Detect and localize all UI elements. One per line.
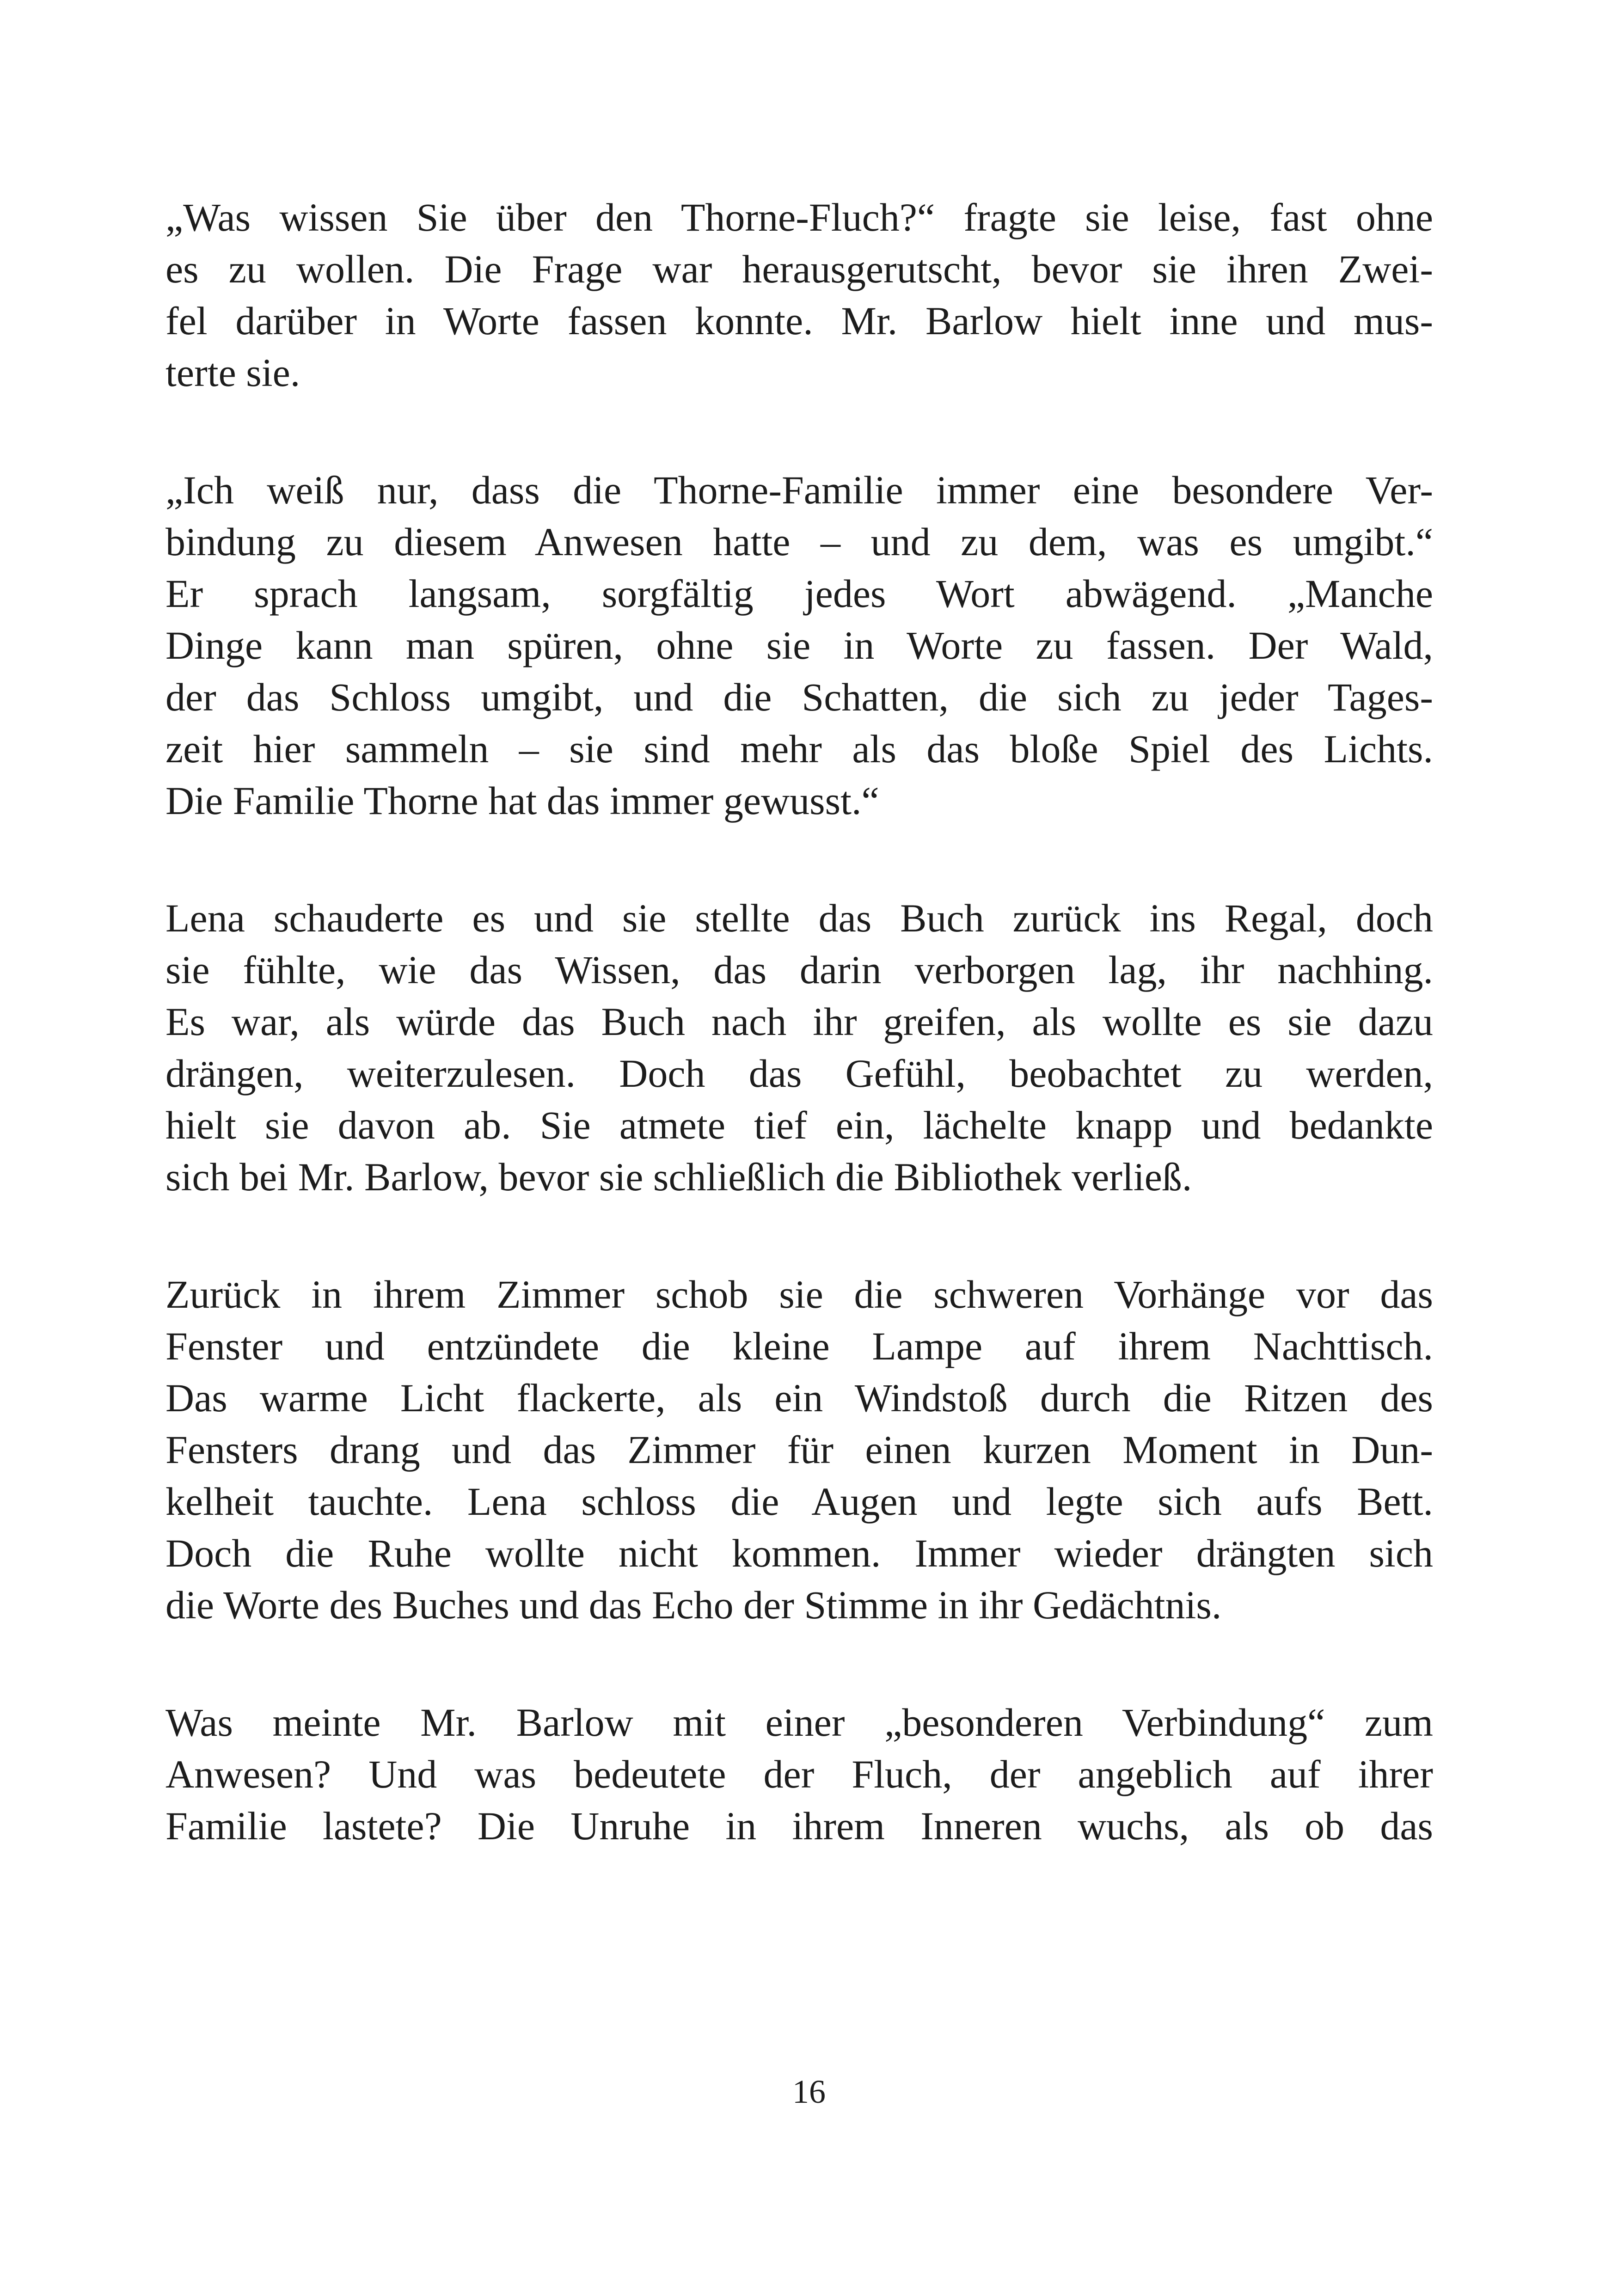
text-line: der das Schloss umgibt, und die Schatten, die sich zu jeder Tages- xyxy=(165,675,1433,719)
text-line: „Ich weiß nur, dass die Thorne-Familie immer eine besondere Ver- xyxy=(165,468,1433,512)
text-line: „Was wissen Sie über den Thorne-Fluch?“ fragte sie leise, fast ohne xyxy=(165,195,1433,239)
text-line: kelheit tauchte. Lena schloss die Augen und legte sich aufs Bett. xyxy=(165,1479,1433,1524)
text-line: Was meinte Mr. Barlow mit einer „besonderen Verbindung“ zum xyxy=(165,1700,1433,1745)
text-line: fel darüber in Worte fassen konnte. Mr. Barlow hielt inne und mus- xyxy=(165,299,1433,343)
text-line: es zu wollen. Die Frage war herausgerutscht, bevor sie ihren Zwei- xyxy=(165,247,1433,291)
text-line: terte sie. xyxy=(165,350,300,395)
text-line: Fensters drang und das Zimmer für einen kurzen Moment in Dun- xyxy=(165,1427,1433,1472)
page-number: 16 xyxy=(792,2073,826,2110)
text-line: sie fühlte, wie das Wissen, das darin verborgen lag, ihr nachhing. xyxy=(165,948,1433,992)
text-line: bindung zu diesem Anwesen hatte – und zu dem, was es umgibt.“ xyxy=(165,520,1433,564)
text-line: die Worte des Buches und das Echo der Stimme in ihr Gedächtnis. xyxy=(165,1583,1222,1627)
text-line: zeit hier sammeln – sie sind mehr als das bloße Spiel des Lichts. xyxy=(165,727,1433,771)
text-line: Familie lastete? Die Unruhe in ihrem Inneren wuchs, als ob das xyxy=(165,1804,1433,1848)
text-line: sich bei Mr. Barlow, bevor sie schließlich die Bibliothek verließ. xyxy=(165,1155,1192,1199)
text-line: Es war, als würde das Buch nach ihr greifen, als wollte es sie dazu xyxy=(165,999,1433,1044)
text-line: Anwesen? Und was bedeutete der Fluch, der angeblich auf ihrer xyxy=(165,1752,1433,1796)
text-line: Doch die Ruhe wollte nicht kommen. Immer wieder drängten sich xyxy=(165,1531,1433,1575)
text-line: hielt sie davon ab. Sie atmete tief ein, lächelte knapp und bedankte xyxy=(165,1103,1433,1147)
text-line: Fenster und entzündete die kleine Lampe auf ihrem Nachttisch. xyxy=(165,1324,1433,1368)
text-line: Die Familie Thorne hat das immer gewusst.“ xyxy=(165,778,879,823)
text-line: Dinge kann man spüren, ohne sie in Worte zu fassen. Der Wald, xyxy=(165,623,1433,667)
text-line: Lena schauderte es und sie stellte das Buch zurück ins Regal, doch xyxy=(165,896,1433,940)
text-line: Das warme Licht flackerte, als ein Windstoß durch die Ritzen des xyxy=(165,1376,1433,1420)
text-line: Er sprach langsam, sorgfältig jedes Wort abwägend. „Manche xyxy=(165,571,1433,616)
text-line: drängen, weiterzulesen. Doch das Gefühl, beobachtet zu werden, xyxy=(165,1051,1433,1096)
text-line: Zurück in ihrem Zimmer schob sie die schweren Vorhänge vor das xyxy=(165,1272,1433,1316)
